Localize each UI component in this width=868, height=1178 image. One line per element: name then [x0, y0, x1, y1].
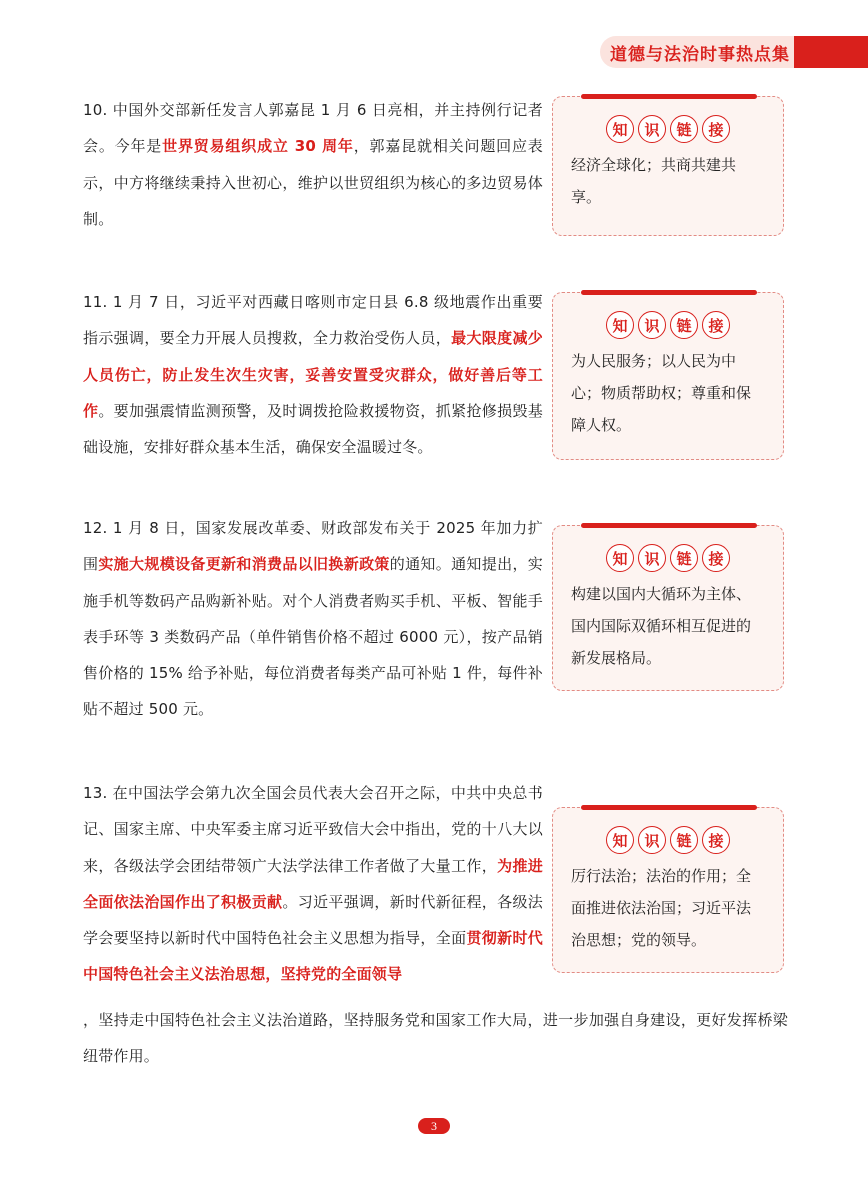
item-text: 。习近平强调，新时代新征程，各级法学会要坚持以新时代中国特色社会主义思想为指导，全面 [83, 892, 543, 948]
item-highlight: 实施大规模设备更新和消费品以旧换新政策 [98, 555, 390, 574]
news-item-11 [83, 284, 543, 465]
item-highlight: 最大限度减少人员伤亡，防止发生次生灾害，妥善安置受灾群众，做好善后等工作 [83, 329, 543, 420]
card-body: 构建以国内大循环为主体、国内国际双循环相互促进的新发展格局。 [571, 585, 752, 667]
card-top-bar [581, 523, 757, 528]
card-title [553, 311, 783, 339]
page-number: 3 [418, 1118, 450, 1134]
item-text: 。要加强震情监测预警，及时调拨抢险救援物资，抓紧抢修损毁基础设施，安排好群众基本生活，确保安全温暖过冬。 [83, 401, 543, 457]
item-text: 12. 1 月 8 日，国家发展改革委、财政部发布关于 2025 年加力扩围 [83, 519, 543, 574]
title-char: 识 [638, 826, 666, 854]
item-text: 11. 1 月 7 日，习近平对西藏日喀则市定日县 6.8 级地震作出重要指示强调，要全力开展人员搜救，全力救治受伤人员， [83, 293, 543, 348]
knowledge-card-10 [552, 96, 784, 236]
card-body: 为人民服务；以人民为中心；物质帮助权；尊重和保障人权。 [571, 352, 752, 434]
card-top-bar [581, 290, 757, 295]
item-text: ，坚持走中国特色社会主义法治道路，坚持服务党和国家工作大局，进一步加强自身建设，更好发挥桥梁纽带作用。 [83, 1011, 788, 1066]
card-top-bar [581, 805, 757, 810]
title-char: 识 [638, 544, 666, 572]
news-item-10 [83, 92, 543, 237]
news-item-13 [83, 775, 543, 993]
card-body: 经济全球化；共商共建共享。 [571, 156, 737, 206]
title-char: 知 [606, 544, 634, 572]
item-text: 13. 在中国法学会第九次全国会员代表大会召开之际，中共中央总书记、国家主席、中央军委主席习近平致信大会中指出，党的十八大以来，各级法学会团结带领广大法学法律工作者做了大量工作， [83, 784, 543, 875]
title-char: 链 [670, 826, 698, 854]
item-text: 10. 中国外交部新任发言人郭嘉昆 1 月 6 日亮相，并主持例行记者会。今年是 [83, 101, 543, 156]
title-char: 接 [702, 115, 730, 143]
title-char: 链 [670, 311, 698, 339]
title-char: 知 [606, 826, 634, 854]
news-item-12 [83, 510, 543, 728]
title-char: 识 [638, 311, 666, 339]
card-top-bar [581, 94, 757, 99]
title-char: 接 [702, 311, 730, 339]
card-title [553, 115, 783, 143]
card-body: 厉行法治；法治的作用；全面推进依法治国；习近平法治思想；党的领导。 [571, 867, 752, 949]
knowledge-card-12 [552, 525, 784, 691]
news-item-13-continued [83, 1002, 788, 1075]
title-char: 识 [638, 115, 666, 143]
card-title [553, 544, 783, 572]
knowledge-card-11 [552, 292, 784, 460]
title-char: 链 [670, 544, 698, 572]
item-highlight: 为推进全面依法治国作出了积极贡献 [83, 856, 544, 911]
title-char: 知 [606, 311, 634, 339]
title-char: 知 [606, 115, 634, 143]
card-title [553, 826, 783, 854]
header-title: 道德与法治时事热点集 [600, 36, 800, 68]
title-char: 接 [702, 544, 730, 572]
title-char: 接 [702, 826, 730, 854]
item-highlight: 贯彻新时代中国特色社会主义法治思想，坚持党的全面领导 [83, 929, 543, 984]
header-accent-bar [794, 36, 868, 68]
item-highlight: 世界贸易组织成立 30 周年 [162, 137, 354, 156]
knowledge-card-13 [552, 807, 784, 973]
title-char: 链 [670, 115, 698, 143]
item-text: 的通知。通知提出，实施手机等数码产品购新补贴。对个人消费者购买手机、平板、智能手表手环等 3 类数码产品（单件销售价格不超过 6000 元），按产品销售价格的 15% 给予补贴，每位消费者每类产品可补贴 1 件，每件补贴不超过 500 元。 [83, 555, 543, 719]
item-text: ，郭嘉昆就相关问题回应表示，中方将继续秉持入世初心，维护以世贸组织为核心的多边贸易体制。 [83, 137, 543, 228]
